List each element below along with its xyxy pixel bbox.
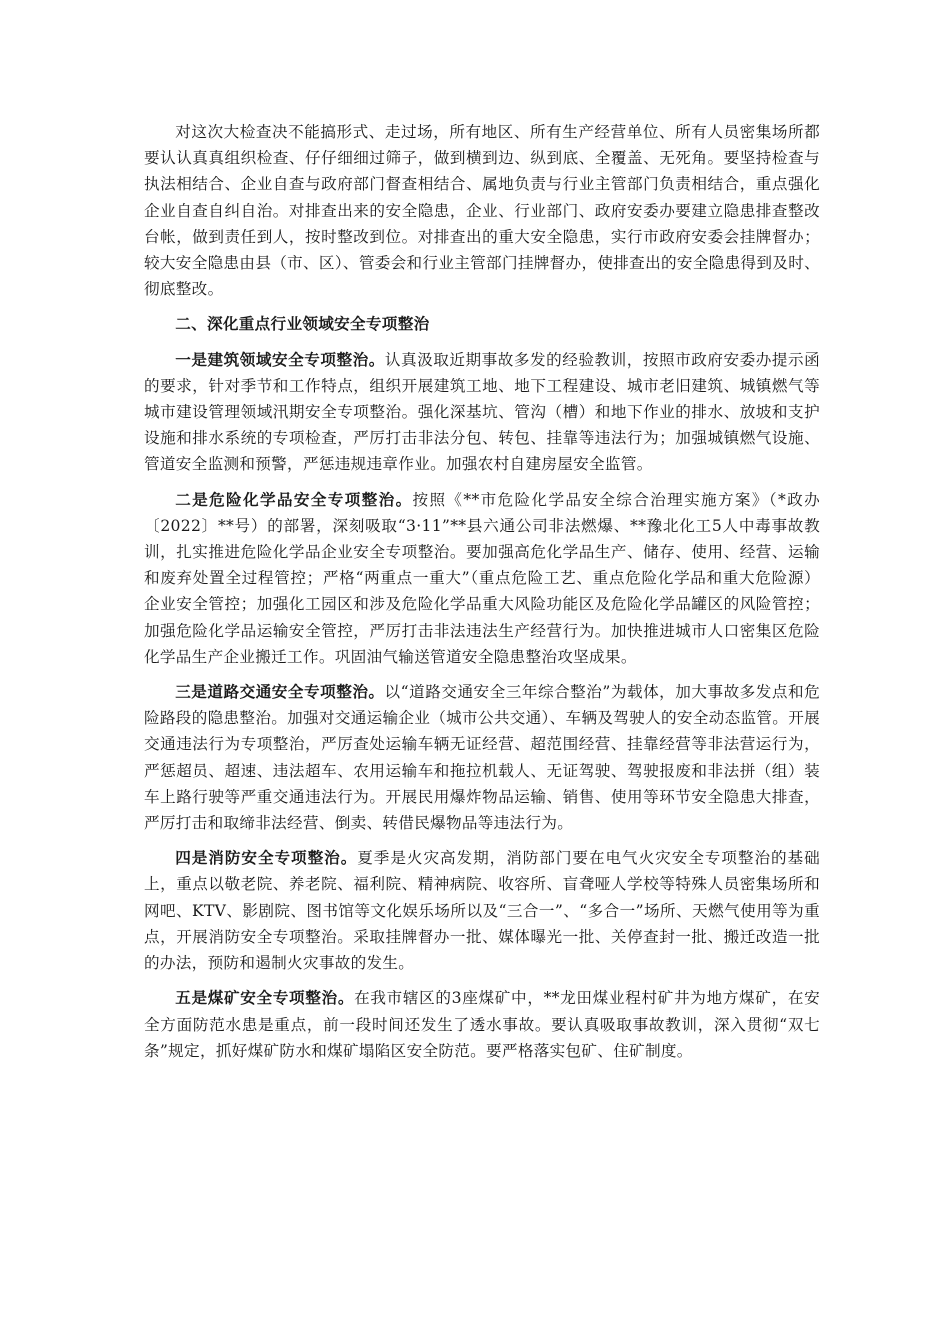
paragraph-body: 按照《**市危险化学品安全综合治理实施方案》（*政办〔2022〕**号）的部署，深刻吸取“3·11”**县六通公司非法燃爆、**豫北化工5人中毒事故教训，扎实推进危险化学品企业安全专项整治。要加强高危化学品生产、储存、使用、经营、运输和废弃处置全过程管控；严格“两重点一重大”（重点危险工艺、重点危险化学品和重大危险源）企业安全管控；加强化工园区和涉及危险化学品重大风险功能区及危险化学品罐区的风险管控；加强危险化学品运输安全管控，严厉打击非法违法生产经营行为。加快推进城市人口密集区危险化学品生产企业搬迁工作。巩固油气输送管道安全隐患整治攻坚成果。 <box>144 490 820 666</box>
paragraph-body: 夏季是火灾高发期，消防部门要在电气火灾安全专项整治的基础上，重点以敬老院、养老院、福利院、精神病院、收容所、盲聋哑人学校等特殊人员密集场所和网吧、KTV、影剧院、图书馆等文化娱乐场所以及“三合一”、“多合一”场所、天燃气使用等为重点，开展消防安全专项整治。采取挂牌督办一批、媒体曝光一批、关停查封一批、搬迁改造一批的办法，预防和遏制火灾事故的发生。 <box>144 849 820 973</box>
paragraph-hazardous-chemicals <box>144 487 820 670</box>
paragraph-body: 在我市辖区的3座煤矿中，**龙田煤业程村矿井为地方煤矿，在安全方面防范水患是重点，前一段时间还发生了透水事故。要认真吸取事故教训，深入贯彻“双七条”规定，抓好煤矿防水和煤矿塌陷区安全防范。要严格落实包矿、住矿制度。 <box>144 989 820 1060</box>
paragraph-inspection: 对这次大检查决不能搞形式、走过场，所有地区、所有生产经营单位、所有人员密集场所都要认认真真组织检查、仔仔细细过筛子，做到横到边、纵到底、全覆盖、无死角。要坚持检查与执法相结合、企业自查与政府部门督查相结合、属地负责与行业主管部门负责相结合，重点强化企业自查自纠自治。对排查出来的安全隐患，企业、行业部门、政府安委办要建立隐患排查整改台帐，做到责任到人，按时整改到位。对排查出的重大安全隐患，实行市政府安委会挂牌督办；较大安全隐患由县（市、区）、管委会和行业主管部门挂牌督办，使排查出的安全隐患得到及时、彻底整改。 <box>144 123 820 299</box>
paragraph-body: 以“道路交通安全三年综合整治”为载体，加大事故多发点和危险路段的隐患整治。加强对交通运输企业（城市公共交通）、车辆及驾驶人的安全动态监管。开展交通违法行为专项整治，严厉查处运输车辆无证经营、超范围经营、挂靠经营等非法营运行为，严惩超员、超速、违法超车、农用运输车和拖拉机载人、无证驾驶、驾驶报废和非法拼（组）装车上路行驶等严重交通违法行为。开展民用爆炸物品运输、销售、使用等环节安全隐患大排查，严厉打击和取缔非法经营、倒卖、转借民爆物品等违法行为。 <box>144 683 820 833</box>
paragraph-lead: 三是道路交通安全专项整治。 <box>175 682 385 702</box>
paragraph-body: 认真汲取近期事故多发的经验教训，按照市政府安委办提示函的要求，针对季节和工作特点，组织开展建筑工地、地下工程建设、城市老旧建筑、城镇燃气等城市建设管理领域汛期安全专项整治。强化深基坑、管沟（槽）和地下作业的排水、放坡和支护设施和排水系统的专项检查，严厉打击非法分包、转包、挂靠等违法行为；加强城镇燃气设施、管道安全监测和预警，严惩违规违章作业。加强农村自建房屋安全监管。 <box>144 350 820 474</box>
document-page <box>144 119 820 1073</box>
paragraph-construction <box>144 347 820 478</box>
paragraph-lead: 二是危险化学品安全专项整治。 <box>175 489 413 509</box>
paragraph-lead: 一是建筑领域安全专项整治。 <box>175 349 385 369</box>
paragraph-lead: 五是煤矿安全专项整治。 <box>175 988 355 1008</box>
paragraph-fire-safety <box>144 845 820 976</box>
paragraph-lead: 四是消防安全专项整治。 <box>175 848 358 868</box>
section-heading: 二、深化重点行业领域安全专项整治 <box>175 314 430 334</box>
paragraph-coal-mine <box>144 985 820 1064</box>
paragraph-road-traffic <box>144 679 820 836</box>
